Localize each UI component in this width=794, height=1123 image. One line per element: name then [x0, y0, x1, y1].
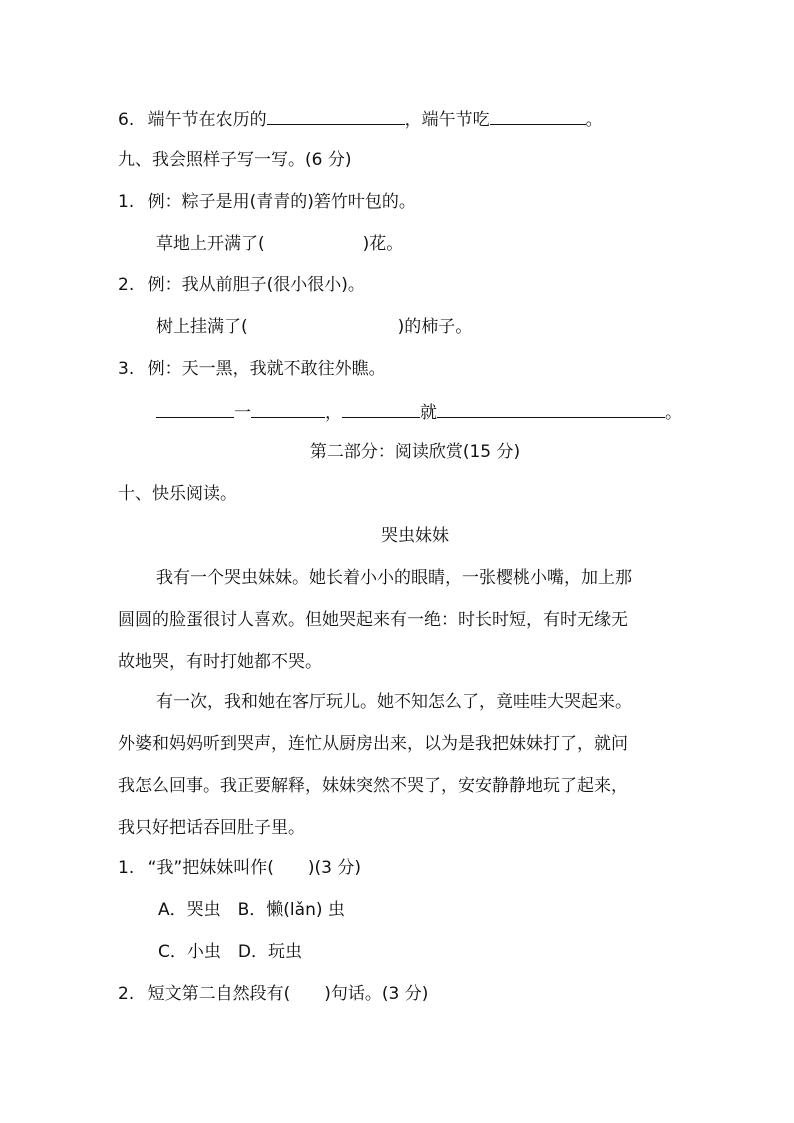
question-number: 6.: [118, 110, 135, 130]
question-text: “我”把妹妹叫作(: [147, 858, 274, 878]
passage-line: 我只好把话吞回肚子里。: [118, 818, 305, 838]
passage-line: 有一次，我和她在客厅玩儿。她不知怎么了，竟哇哇大哭起来。: [156, 692, 632, 712]
reading-question-1: [118, 856, 361, 880]
story-title: [0, 524, 794, 548]
exercise-1-task: [156, 232, 403, 256]
question-text: 短文第二自然段有(: [147, 984, 291, 1004]
section-10-heading: [118, 482, 237, 506]
options-c-d: C．小虫 D．玩虫: [158, 942, 302, 962]
task-text: )花。: [362, 234, 404, 254]
example-text: 例：天一黑，我就不敢往外瞧。: [147, 359, 386, 379]
question-text: ，端午节吃: [404, 110, 490, 130]
exercise-number: 2.: [118, 275, 135, 295]
exercise-number: 1.: [118, 192, 135, 212]
task-text: 一: [234, 403, 251, 423]
answer-blank[interactable]: [490, 106, 586, 125]
part-2-heading: [0, 440, 794, 464]
task-text: 。: [665, 403, 682, 423]
example-text: 例：粽子是用(青青的)箬竹叶包的。: [147, 192, 416, 212]
task-text: 就: [420, 403, 437, 423]
answer-blank[interactable]: [267, 106, 405, 125]
example-text: 例：我从前胆子(很小很小)。: [147, 275, 365, 295]
task-text: ，: [325, 403, 342, 423]
part-title: 第二部分：阅读欣赏(15 分): [309, 442, 521, 462]
exercise-1-example: [118, 190, 416, 214]
exercise-2-task: [156, 315, 472, 339]
passage-line: 我怎么回事。我正要解释，妹妹突然不哭了，安安静静地玩了起来，: [118, 776, 628, 796]
task-text: )的柿子。: [397, 317, 473, 337]
question-text: 端午节在农历的: [147, 110, 267, 130]
question-text: 。: [585, 110, 603, 130]
question-6: [118, 106, 603, 132]
question-text: )句话。(3 分): [324, 984, 429, 1004]
exercise-3-task: [156, 399, 682, 425]
passage-line: 圆圆的脸蛋很讨人喜欢。但她哭起来有一绝：时长时短，有时无缘无: [118, 610, 628, 630]
section-title: 九、我会照样子写一写。(6 分): [118, 150, 352, 170]
section-9-heading: [118, 148, 351, 172]
passage-line: 故地哭，有时打她都不哭。: [118, 652, 322, 672]
answer-blank[interactable]: [437, 399, 665, 418]
exercise-2-example: [118, 273, 365, 297]
answer-blank[interactable]: [342, 399, 420, 418]
exercise-3-example: [118, 357, 386, 381]
answer-blank[interactable]: [156, 399, 234, 418]
options-a-b: A．哭虫 B．懒(lǎn) 虫: [158, 900, 345, 920]
task-text: 树上挂满了(: [156, 317, 248, 337]
passage-line: 外婆和妈妈听到哭声，连忙从厨房出来，以为是我把妹妹打了，就问: [118, 734, 628, 754]
task-text: 草地上开满了(: [156, 234, 265, 254]
question-number: 1.: [118, 858, 135, 878]
passage-line: 我有一个哭虫妹妹。她长着小小的眼睛，一张樱桃小嘴，加上那: [156, 568, 632, 588]
section-title: 十、快乐阅读。: [118, 484, 237, 504]
question-number: 2.: [118, 984, 135, 1004]
passage-title: 哭虫妹妹: [381, 526, 449, 546]
reading-question-2: [118, 982, 428, 1006]
answer-blank[interactable]: [251, 399, 325, 418]
exercise-number: 3.: [118, 359, 135, 379]
question-text: )(3 分): [307, 858, 362, 878]
